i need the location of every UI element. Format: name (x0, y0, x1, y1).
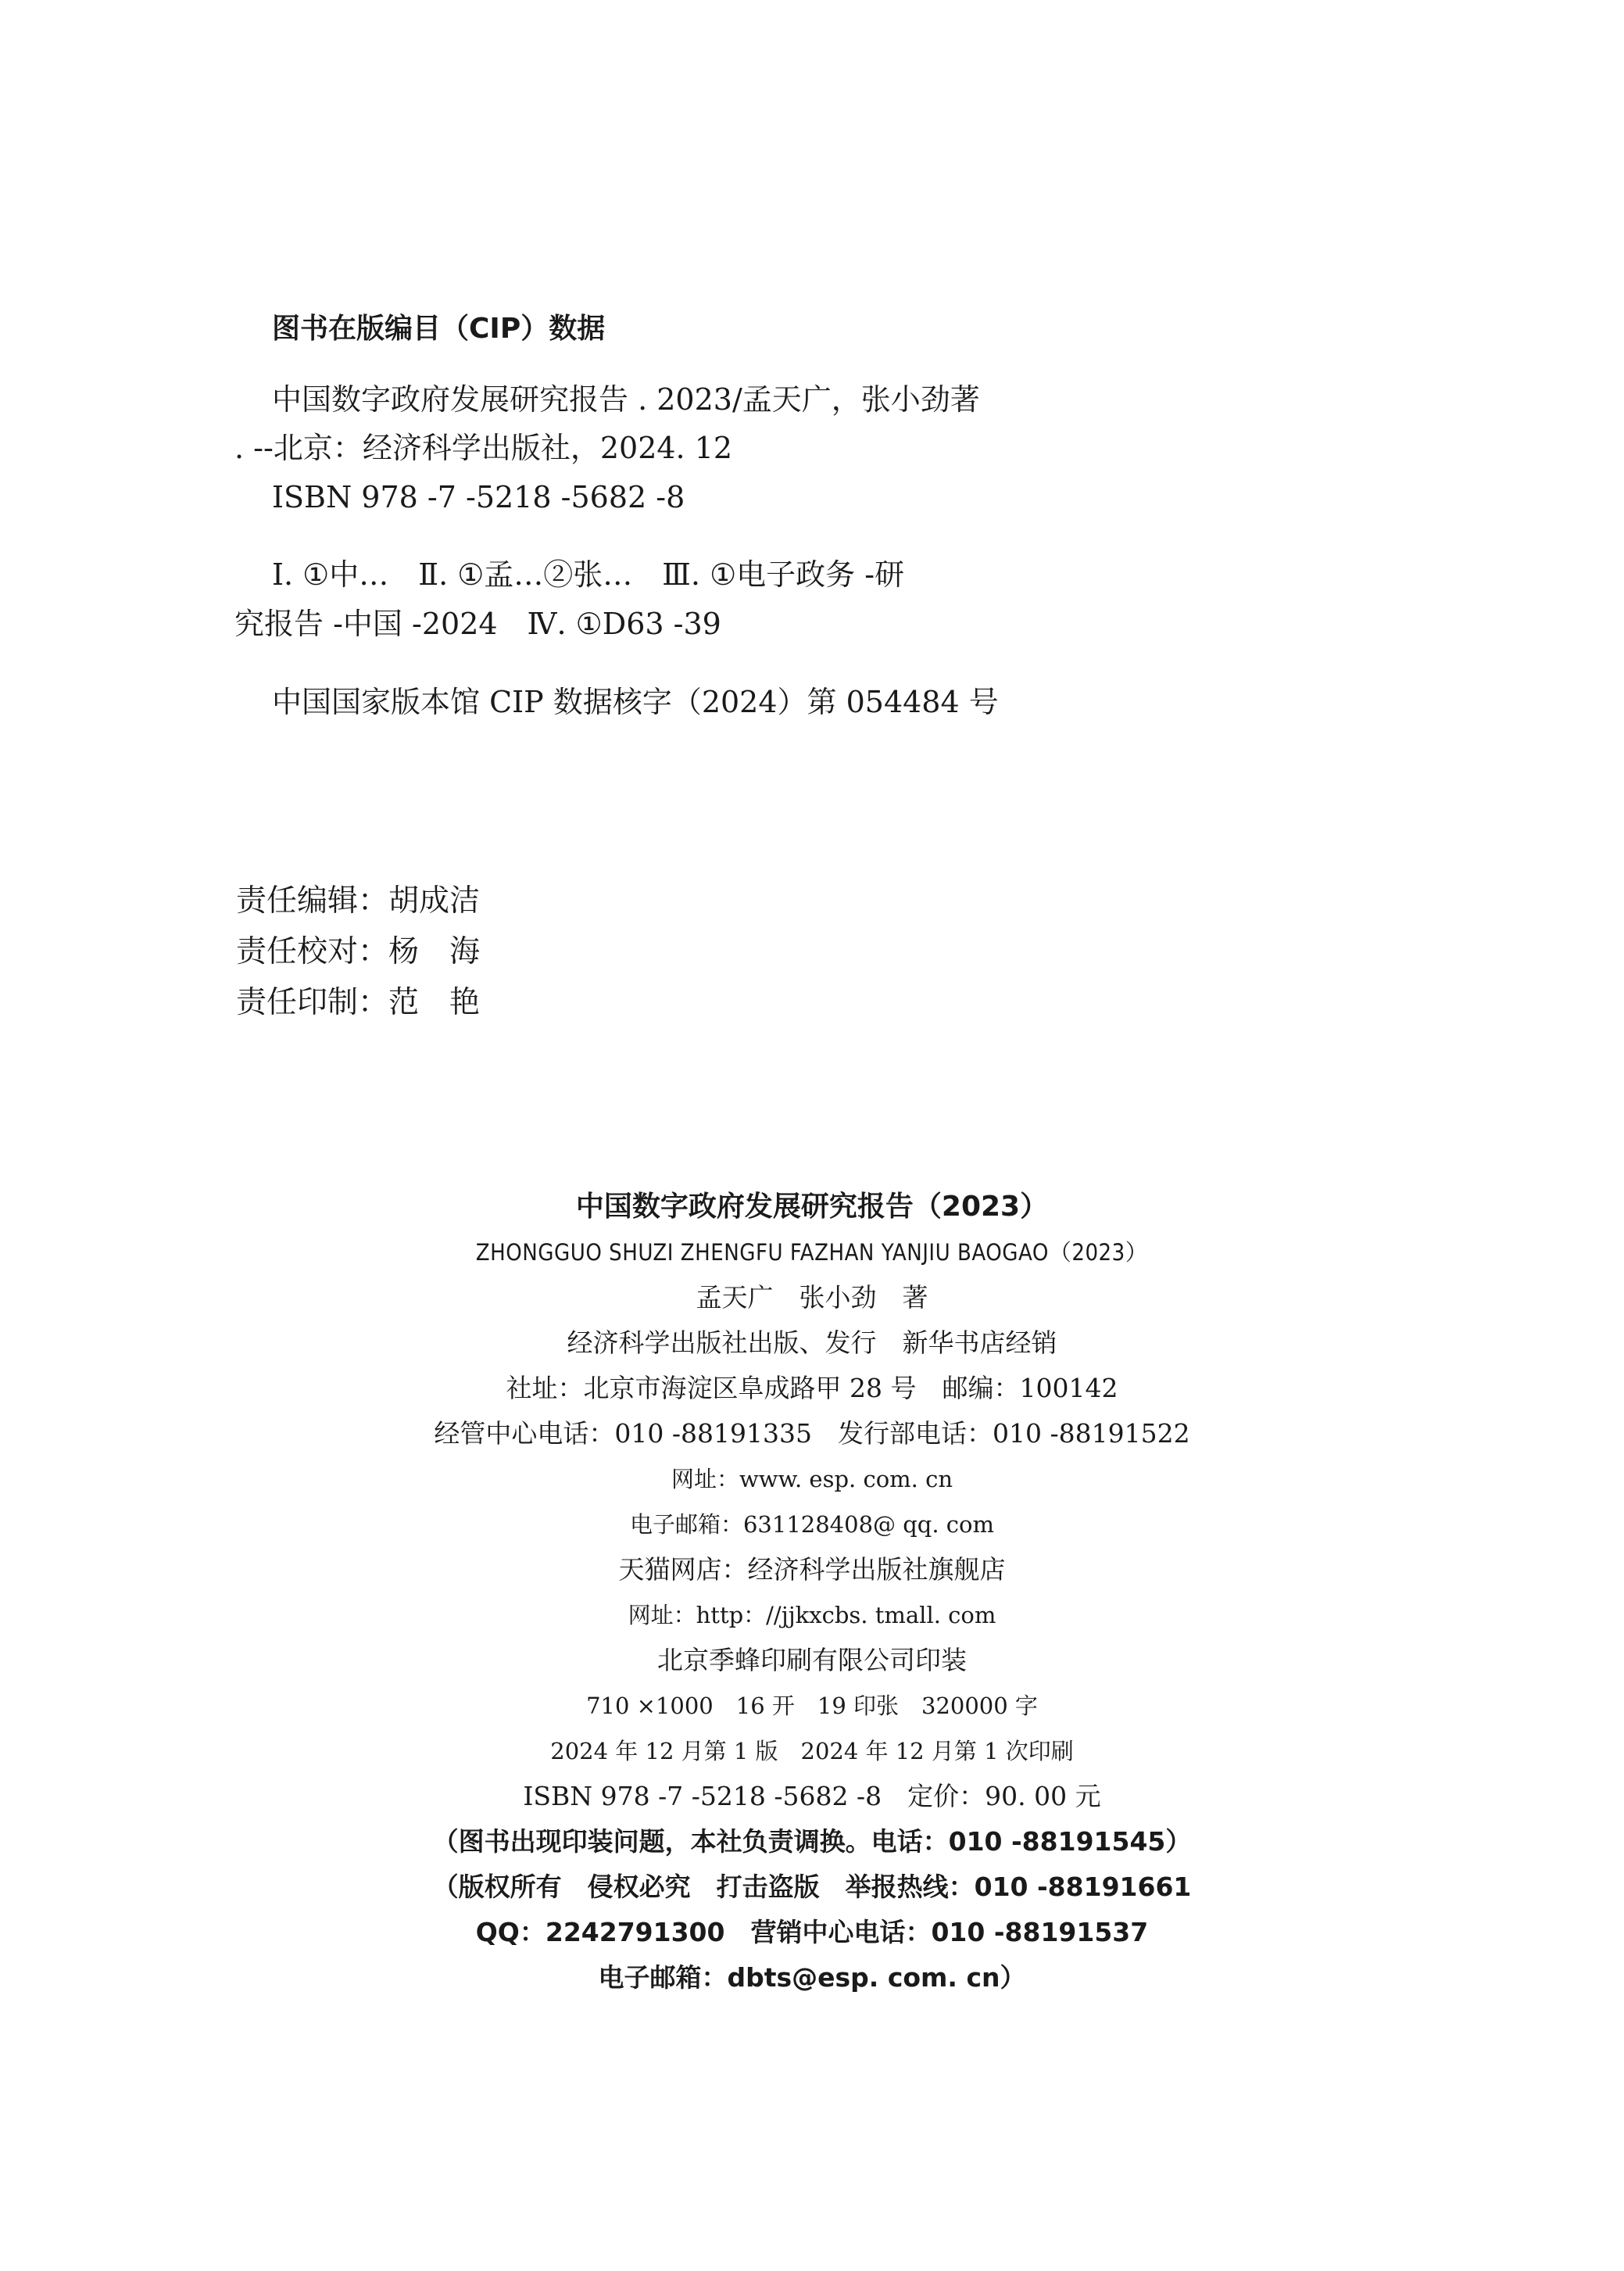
colophon-tmall-url: 网址：http：//jjkxcbs. tmall. com (628, 1602, 996, 1628)
staff-printing: 责任印制：范 艳 (236, 985, 481, 1020)
colophon-phones: 经管中心电话：010 -88191335 发行部电话：010 -88191522 (434, 1418, 1190, 1449)
staff-editor: 责任编辑：胡成洁 (236, 883, 481, 919)
colophon-address: 社址：北京市海淀区阜成路甲 28 号 邮编：100142 (506, 1373, 1118, 1403)
colophon-printer: 北京季蜂印刷有限公司印装 (657, 1645, 967, 1675)
colophon-edition: 2024 年 12 月第 1 版 2024 年 12 月第 1 次印刷 (550, 1738, 1074, 1764)
cip-title-line: 中国数字政府发展研究报告 . 2023/孟天广，张小劲著 (272, 382, 980, 417)
cip-publisher-line: . --北京：经济科学出版社，2024. 12 (234, 431, 733, 465)
cip-subjects-line-2: 究报告 -中国 -2024 Ⅳ. ①D63 -39 (234, 607, 721, 641)
colophon-qq: QQ：2242791300 营销中心电话：010 -88191537 (475, 1917, 1149, 1947)
cip-heading: 图书在版编目（CIP）数据 (272, 313, 606, 345)
colophon-authors: 孟天广 张小劲 著 (696, 1282, 928, 1313)
cip-record-line: 中国国家版本馆 CIP 数据核字（2024）第 054484 号 (272, 685, 999, 719)
colophon-contact-email: 电子邮箱：dbts@esp. com. cn） (598, 1962, 1026, 1993)
colophon-website: 网址：www. esp. com. cn (671, 1466, 953, 1492)
colophon-format: 710 ×1000 16 开 19 印张 320000 字 (586, 1693, 1038, 1719)
colophon-publisher: 经济科学出版社出版、发行 新华书店经销 (567, 1327, 1057, 1358)
colophon-copyright: （版权所有 侵权必究 打击盗版 举报热线：010 -88191661 (432, 1872, 1192, 1902)
colophon-tmall-store: 天猫网店：经济科学出版社旗舰店 (618, 1554, 1006, 1585)
colophon-notice: （图书出现印装问题，本社负责调换。电话：010 -88191545） (432, 1826, 1192, 1857)
colophon-isbn-price: ISBN 978 -7 -5218 -5682 -8 定价：90. 00 元 (523, 1781, 1101, 1811)
cip-isbn-line: ISBN 978 -7 -5218 -5682 -8 (272, 480, 685, 514)
colophon-title: 中国数字政府发展研究报告（2023） (575, 1191, 1049, 1223)
cip-subjects-line-1: Ⅰ. ①中… Ⅱ. ①孟…②张… Ⅲ. ①电子政务 -研 (272, 557, 905, 592)
staff-proofreader: 责任校对：杨 海 (236, 934, 481, 969)
colophon-email: 电子邮箱：631128408@ qq. com (629, 1511, 995, 1538)
colophon-pinyin-title: ZHONGGUO SHUZI ZHENGFU FAZHAN YANJIU BAOGAO（2023） (475, 1239, 1149, 1266)
colophon (0, 1184, 1624, 2001)
